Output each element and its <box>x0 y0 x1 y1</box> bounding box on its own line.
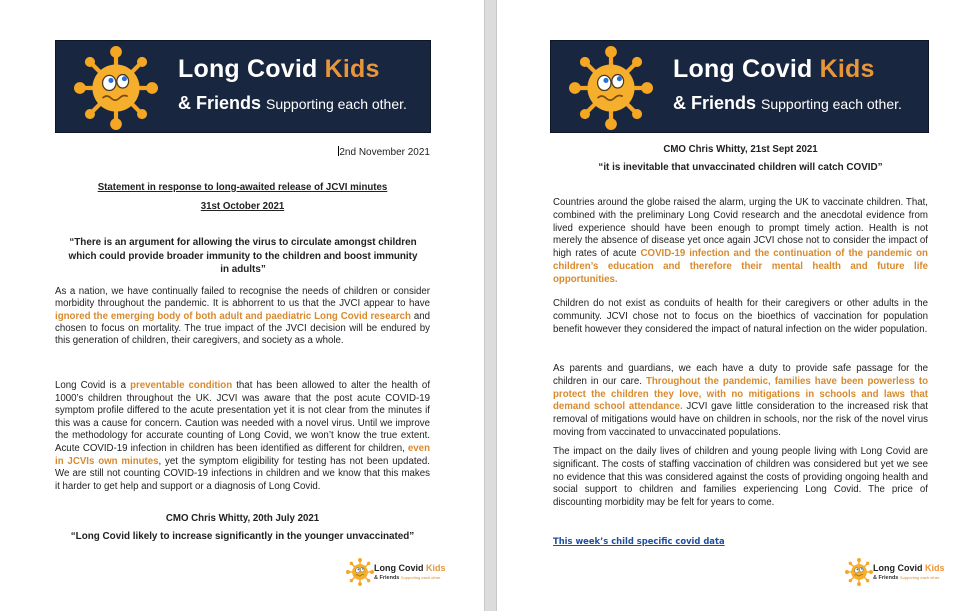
virus-mascot-icon <box>74 46 158 130</box>
footer-logo: Long Covid Kids & Friends Supporting each other. <box>346 558 436 588</box>
cmo-attribution: CMO Chris Whitty, 20th July 2021 <box>165 513 320 524</box>
paragraph: As a nation, we have continually failed to recognise the needs of children or consider morbidity throughout the pandemic. It is abhorrent to us that the JVCI appear to have ignored the emerging body of both adult and paediatric Long Covid research and chosen to focus on mortality. The true impact of the JVCI decision will be endured by this generation of children, their caregivers, and society as a whole. <box>55 286 430 347</box>
footer-logo: Long Covid Kids & Friends Supporting each other. <box>845 558 935 588</box>
paragraph: Countries around the globe raised the alarm, urging the UK to vaccinate children. That, combined with the preliminary Long Covid research and the anecdotal evidence from lived experience should have been enough to prompt timely action. Health is not merely the absence of disease yet once again JCVI chose not to consider the impact of high rates of acute COVID-19 infection and the continuation of the pandemic on children’s education and therefore their mental health and future life opportunities. <box>553 197 928 285</box>
virus-mascot-icon <box>346 558 374 586</box>
jcvi-quote: “There is an argument for allowing the virus to circulate amongst children which could provide broader immunity to the children and boost immunity in adults” <box>68 237 418 275</box>
brand-title: Long Covid Kids <box>673 55 875 83</box>
paragraph: Long Covid is a preventable condition that has been allowed to alter the health of 1000’s children throughout the UK. JCVI was aware that the post acute COVID-19 symptom profile differed to the acute presentation yet it is not clear from the minutes if this was a cause for concern. Caution was needed with a novel virus. Until we improve the methodology for accurate counting of Long Covid, we won’t know the true extent. Acute COVID-19 infection in children has been identified as different for children, even in JCVIs own minutes, yet the symptom eligibility for testing has not been updated. We are still not counting COVID-19 infections in children and we know that this makes it harder to get help and support or a diagnosis of Long Covid. <box>55 380 431 492</box>
brand-tagline: & Friends Supporting each other. <box>178 93 407 113</box>
brand-title: Long Covid Kids <box>178 55 380 83</box>
paragraph: As parents and guardians, we each have a duty to provide safe passage for the children in our care. Throughout the pandemic, families have been powerless to protect the children they love, with no mitigations in schools and laws that demand school attendance. JCVI gave little consideration to the increased risk that removal of mitigations would have on children in schools, nor the risk of the novel virus moving from vaccinated to unvaccinated populations. <box>553 363 928 438</box>
brand-tagline: & Friends Supporting each other. <box>673 93 902 113</box>
cmo-quote: “Long Covid likely to increase significantly in the younger unvaccinated” <box>70 531 415 542</box>
statement-heading-date: 31st October 2021 <box>200 201 285 212</box>
virus-mascot-icon <box>569 46 653 130</box>
cmo-attribution: CMO Chris Whitty, 21st Sept 2021 <box>663 144 818 155</box>
document-page-left <box>0 0 484 611</box>
document-date: 2nd November 2021 <box>339 147 430 158</box>
document-page-right <box>497 0 980 611</box>
brand-banner <box>55 40 431 133</box>
virus-mascot-icon <box>845 558 873 586</box>
statement-heading: Statement in response to long-awaited release of JCVI minutes <box>97 182 388 193</box>
paragraph: Children do not exist as conduits of health for their caregivers or other adults in the community. JCVI chose not to focus on the bioethics of vaccination for population benefit however they considered the impact of natural infection on the wider population. <box>553 298 928 335</box>
child-covid-data-link[interactable]: This week’s child specific covid data <box>553 536 725 546</box>
cmo-quote: “it is inevitable that unvaccinated children will catch COVID” <box>598 162 883 173</box>
brand-banner <box>550 40 929 133</box>
page-gutter <box>484 0 497 611</box>
paragraph: The impact on the daily lives of children and young people living with Long Covid are significant. The costs of staffing vaccination of children was considered but yet we see no evidence that this was considered against the costs of providing ongoing health and social support to children and families experiencing Long Covid. The price of discounting morbidity may be felt for years to come. <box>553 446 928 509</box>
